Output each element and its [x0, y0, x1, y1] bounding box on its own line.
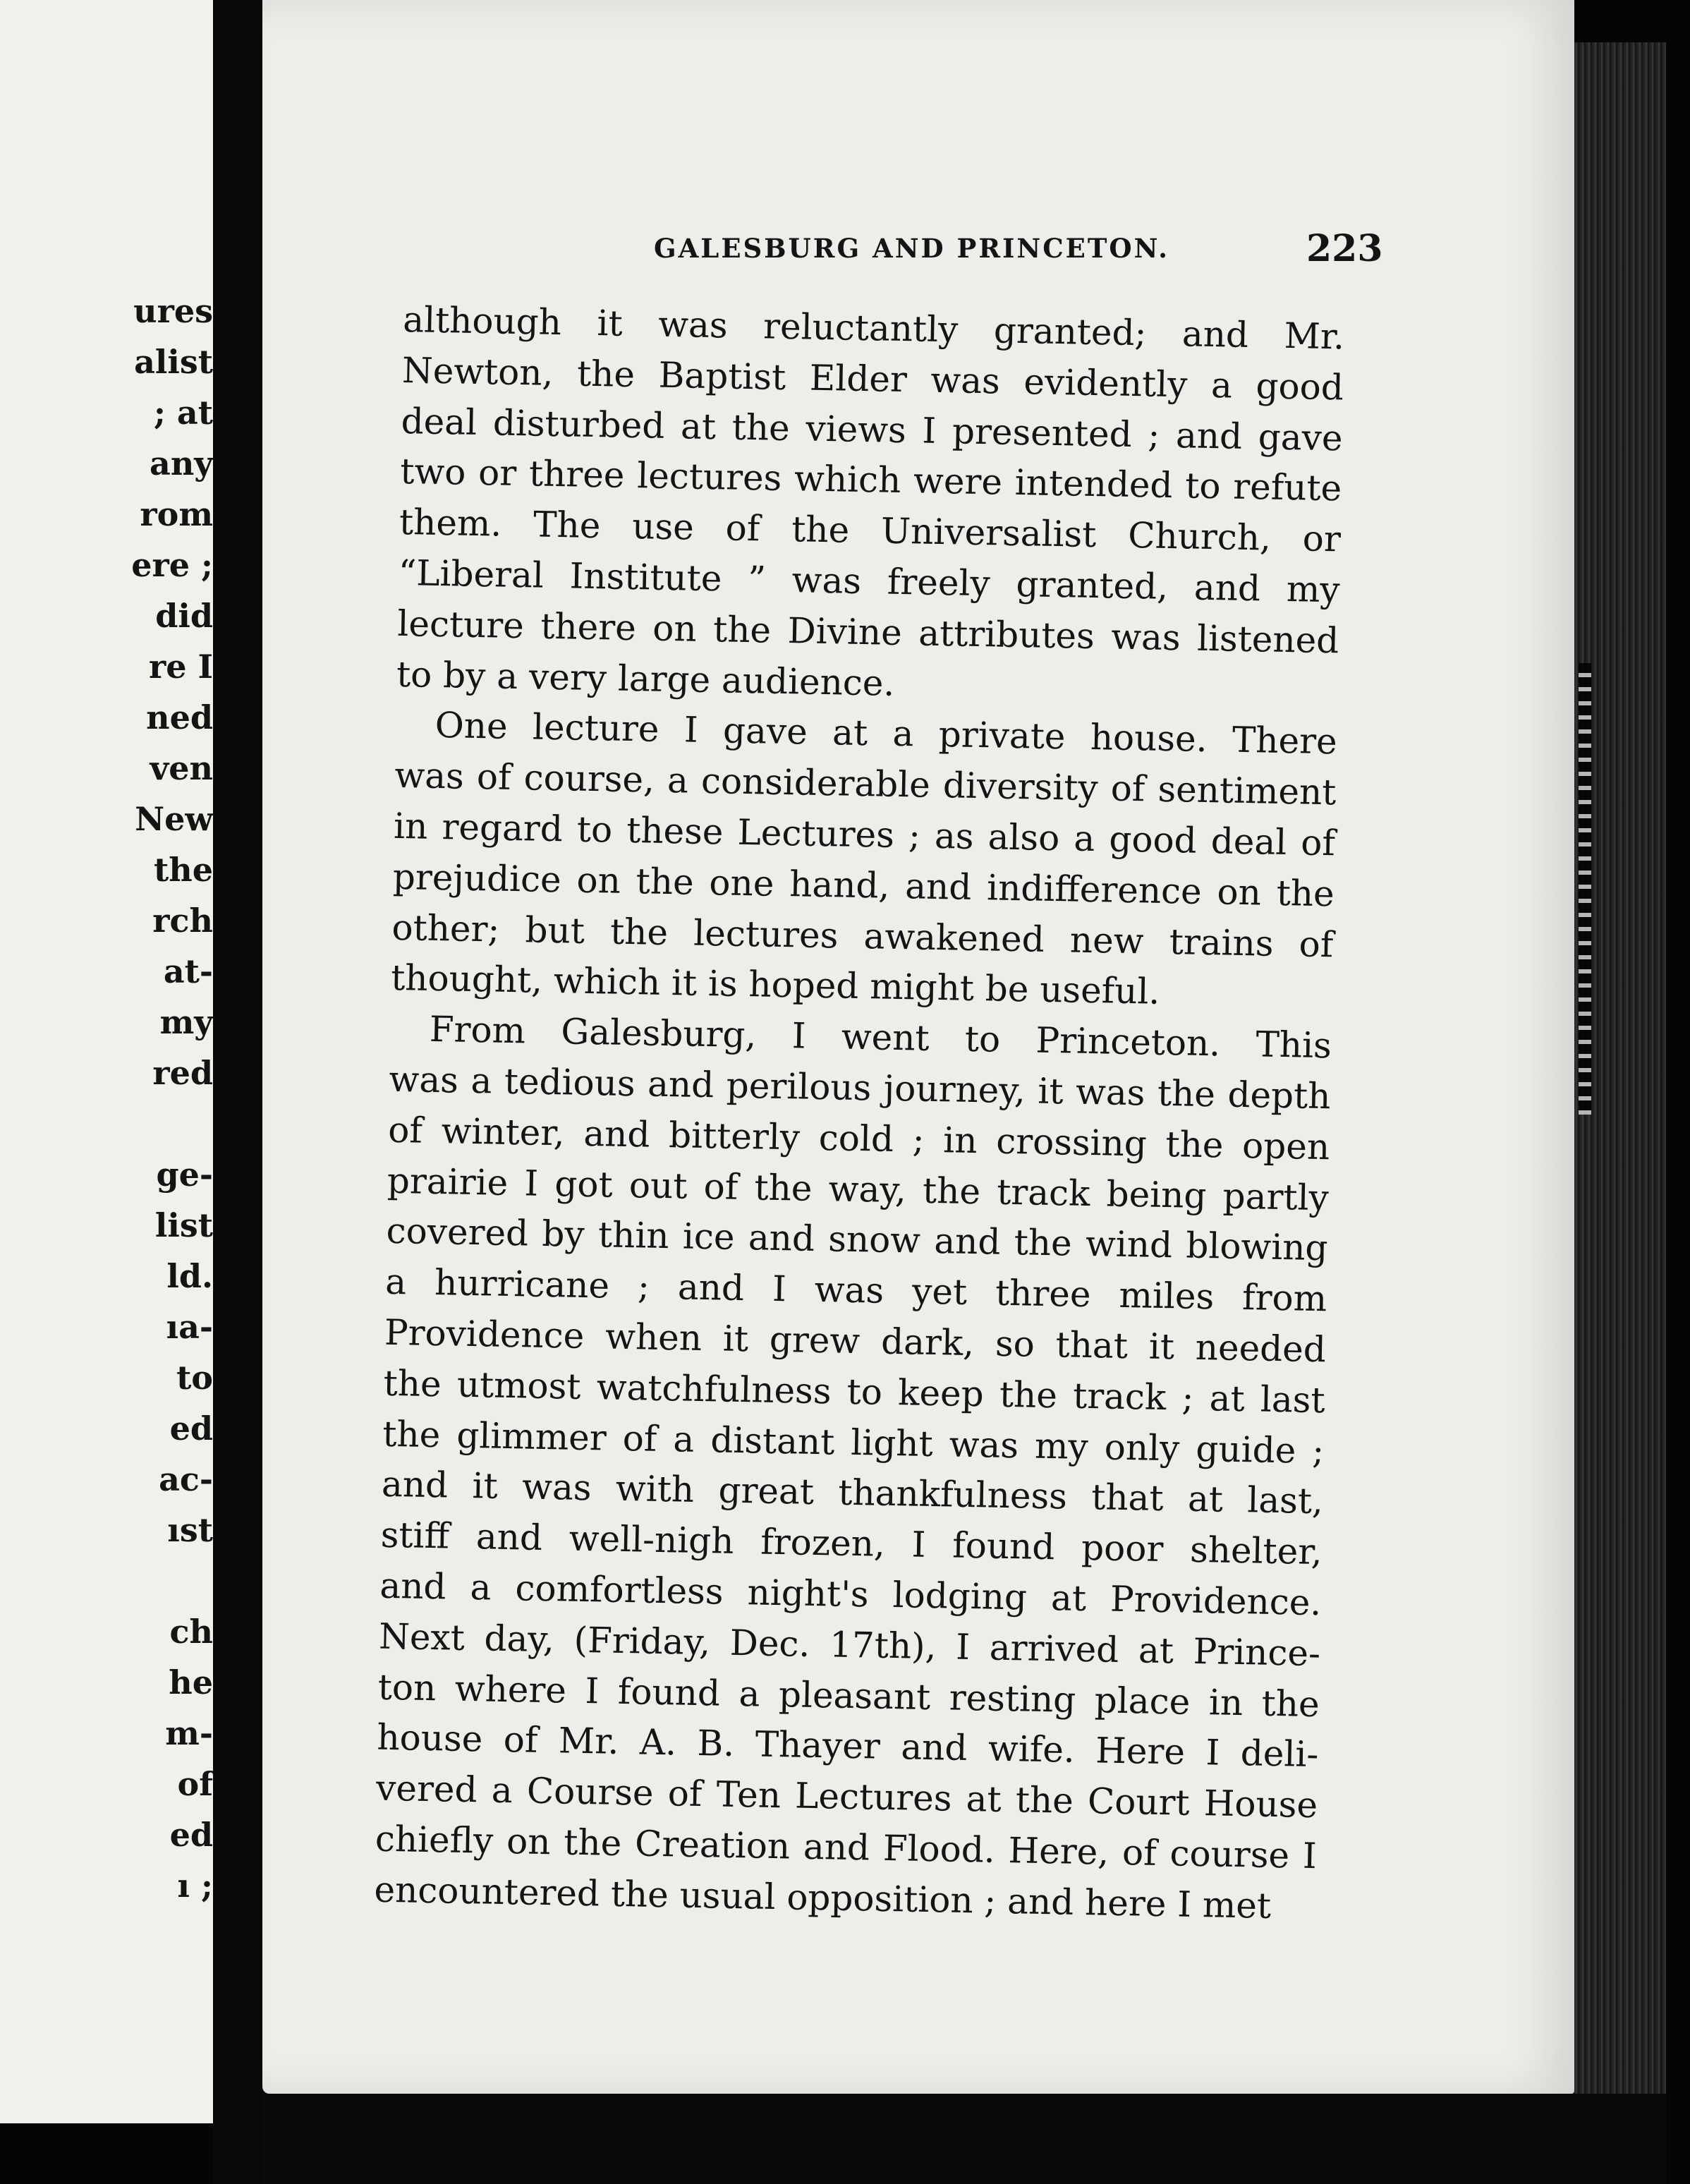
- previous-page-fragment-line: any: [150, 444, 213, 483]
- previous-page-fragment-line: he: [169, 1663, 213, 1701]
- text-line: One lecture I gave at a private house. There: [434, 705, 1338, 763]
- previous-page-fragment-line: my: [159, 1003, 213, 1041]
- book-gutter: [213, 0, 264, 2184]
- previous-page-fragment-line: ed: [169, 1409, 213, 1448]
- text-line: prejudice on the one hand, and indifference on the: [392, 856, 1335, 915]
- text-line: lecture there on the Divine attributes was listened: [396, 602, 1339, 662]
- text-line: covered by thin ice and snow and the wind blowing: [386, 1211, 1328, 1269]
- text-line: From Galesburg, I went to Princeton. This: [429, 1009, 1332, 1067]
- previous-page-fragment-line: of: [177, 1765, 213, 1803]
- previous-page-fragment-line: alist: [134, 343, 213, 381]
- previous-page-fragment-line: ı ;: [177, 1867, 213, 1905]
- text-line: chiefly on the Creation and Flood. Here, of course I: [375, 1818, 1318, 1876]
- page-number: 223: [1306, 227, 1383, 270]
- text-line: although it was reluctantly granted; and Mr.: [402, 298, 1345, 358]
- text-line: other; but the lectures awakened new trains of: [391, 906, 1334, 965]
- previous-page-fragment-line: ıst: [167, 1511, 213, 1549]
- scan-bottom-border: [262, 2094, 1666, 2184]
- text-line: “Liberal Institute ” was freely granted, and my: [398, 552, 1341, 611]
- previous-page-fragment-line: [1, 1098, 213, 1149]
- text-line: Newton, the Baptist Elder was evidently a good: [401, 349, 1344, 408]
- text-line: them. The use of the Universalist Church, or: [399, 502, 1342, 560]
- book-page: [262, 0, 1574, 2094]
- previous-page-fragment-line: ned: [146, 698, 213, 736]
- previous-page-fragment-line: ch: [169, 1613, 213, 1651]
- previous-page-fragment-line: ures: [133, 292, 213, 330]
- previous-page-fragment-line: ge-: [156, 1155, 213, 1194]
- previous-page-fragment-line: ; at: [153, 394, 213, 432]
- previous-page-fragment-line: did: [155, 597, 213, 635]
- previous-page-fragment-line: ere ;: [131, 546, 213, 584]
- previous-page-fragment-line: m-: [165, 1714, 213, 1752]
- running-head-title: GALESBURG AND PRINCETON.: [654, 233, 1169, 264]
- previous-page-fragment-line: ven: [150, 749, 213, 787]
- previous-page-fragment: [0, 0, 220, 2123]
- text-line: to by a very large audience.: [396, 653, 895, 704]
- text-line: prairie I got out of the way, the track being partly: [387, 1160, 1330, 1218]
- text-line: vered a Course of Ten Lectures at the Court House: [375, 1767, 1318, 1826]
- text-line: encountered the usual opposition ; and here I met: [374, 1869, 1272, 1927]
- previous-page-fragment-line: rch: [152, 902, 213, 940]
- text-line: Providence when it grew dark, so that it needed: [384, 1311, 1327, 1371]
- text-line: ton where I found a pleasant resting place in the: [377, 1666, 1320, 1725]
- previous-page-fragment-line: ld.: [166, 1257, 213, 1295]
- text-line: thought, which it is hoped might be useful.: [390, 957, 1160, 1013]
- previous-page-fragment-line: to: [176, 1359, 213, 1397]
- text-line: the glimmer of a distant light was my only guide ;: [382, 1413, 1325, 1472]
- text-line: deal disturbed at the views I presented ; and gave: [401, 400, 1344, 459]
- text-line: two or three lectures which were intended to refute: [399, 451, 1342, 509]
- text-line: the utmost watchfulness to keep the track ; at last: [383, 1362, 1326, 1421]
- previous-page-fragment-line: ed: [169, 1816, 213, 1854]
- previous-page-fragment-line: the: [154, 851, 213, 889]
- text-line: of winter, and bitterly cold ; in crossing the open: [387, 1109, 1330, 1168]
- text-line: and a comfortless night's lodging at Providence.: [379, 1565, 1322, 1624]
- previous-page-fragment-line: rom: [140, 495, 213, 533]
- previous-page-fragment-line: New: [135, 800, 213, 838]
- text-line: was of course, a considerable diversity of sentiment: [394, 755, 1337, 813]
- text-line: a hurricane ; and I was yet three miles from: [384, 1261, 1327, 1320]
- previous-page-fragment-line: ıa-: [166, 1308, 213, 1346]
- previous-page-fragment-line: list: [154, 1206, 213, 1244]
- previous-page-fragment-line: ac-: [159, 1460, 213, 1498]
- previous-page-line-endings: [1, 286, 213, 1911]
- previous-page-fragment-line: red: [152, 1054, 213, 1092]
- text-line: and it was with great thankfulness that at last,: [381, 1464, 1324, 1522]
- text-line: Next day, (Friday, Dec. 17th), I arrived at Prince-: [378, 1615, 1321, 1674]
- previous-page-fragment-line: at-: [163, 952, 213, 990]
- previous-page-fragment-line: [1, 1555, 213, 1606]
- page-body-text: [374, 295, 1345, 1933]
- text-line: was a tedious and perilous journey, it was the depth: [389, 1058, 1331, 1117]
- previous-page-fragment-line: re I: [148, 648, 213, 686]
- fore-edge-stamp: [1579, 663, 1591, 1115]
- text-line: stiff and well-nigh frozen, I found poor shelter,: [380, 1514, 1323, 1573]
- text-line: in regard to these Lectures ; as also a good deal of: [393, 805, 1336, 864]
- text-line: house of Mr. A. B. Thayer and wife. Here I deli-: [376, 1716, 1319, 1776]
